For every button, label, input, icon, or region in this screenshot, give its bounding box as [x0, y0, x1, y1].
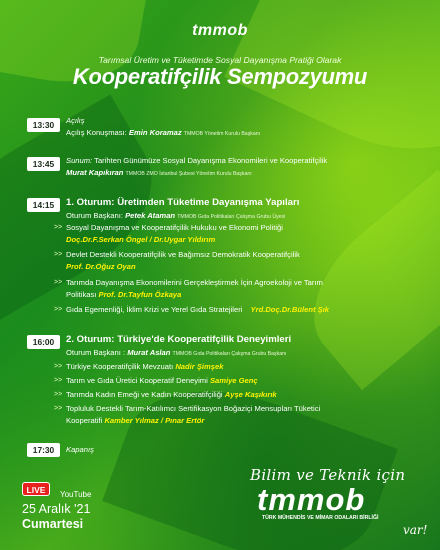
slogan: Bilim ve Teknik için	[250, 466, 406, 484]
talk-title: Topluluk Destekli Tarım-Katılımcı Sertifikasyon Boğaziçi Mensupları Tüketici	[66, 404, 321, 413]
live-badge: LIVE	[22, 482, 50, 496]
talk-title: Tarımda Dayanışma Ekonomilerini Gerçekleştirmek İçin Agroekoloji ve Tarım	[66, 278, 323, 287]
page-title: Kooperatifçilik Sempozyumu	[72, 64, 368, 89]
talk-title: Devlet Destekli Kooperatifçilik ve Bağımsız Demokratik Kooperatifçilik	[66, 250, 300, 259]
brand-logo: tmmob	[192, 22, 248, 39]
subtitle: Tarımsal Üretim ve Tüketimde Sosyal Dayanışma Pratiği Olarak	[98, 55, 342, 65]
footer-brand-logo: tmmob	[257, 482, 366, 517]
event-date: 25 Aralık '21	[22, 502, 91, 516]
session-1-chair: Oturum Başkanı: Petek Ataman TMMOB Gıda Politikaları Çalışma Grubu Üyesi	[66, 211, 286, 220]
talk-title: Sosyal Dayanışma ve Kooperatifçilik Hukuku ve Ekonomi Politiği	[66, 223, 283, 232]
chevron-icon: >>	[54, 224, 63, 231]
slogan-suffix: var!	[403, 523, 428, 537]
time-badge: 14:15	[27, 198, 60, 212]
presentation-talk: Sunum: Tarihten Günümüze Sosyal Dayanışma Ekonomileri ve Kooperatifçilik	[66, 156, 328, 165]
chevron-icon: >>	[54, 391, 63, 398]
time-badge: 13:30	[27, 118, 60, 132]
leaf-decoration	[102, 360, 398, 550]
talk-title: Tarımda Kadın Emeği ve Kadın Kooperatifçiliği Ayşe Kaşıkırık	[66, 390, 277, 399]
talk-title-continued: Politikası Prof. Dr.Tayfun Özkaya	[66, 290, 182, 299]
session-2-chair: Oturum Başkanı : Murat Aslan TMMOB Gıda Politikaları Çalışma Grubu Başkanı	[66, 348, 287, 357]
closing-heading: Kapanış	[66, 445, 94, 454]
opening-speech: Açılış Konuşması: Emin Koramaz TMMOB Yönetim Kurulu Başkanı	[66, 128, 261, 137]
session-2-title: 2. Oturum: Türkiye'de Kooperatifçilik Deneyimleri	[66, 334, 292, 345]
talk-title: Gıda Egemenliği, İklim Krizi ve Yerel Gıda Stratejileri Yrd.Doç.Dr.Bülent Şık	[66, 305, 330, 314]
talk-title: Türkiye Kooperatifçilik Mevzuatı Nadir Şimşek	[66, 362, 224, 371]
youtube-label: YouTube	[60, 490, 92, 499]
time-badge: 13:45	[27, 157, 60, 171]
presentation-speaker: Murat Kapıkıran TMMOB ZMO İstanbul Şubesi Yönetim Kurulu Başkanı	[66, 168, 252, 177]
organization-name: TÜRK MÜHENDİS VE MİMAR ODALARI BİRLİĞİ	[262, 515, 379, 521]
talk-speaker: Prof. Dr.Oğuz Oyan	[66, 262, 136, 271]
chevron-icon: >>	[54, 363, 63, 370]
event-day: Cumartesi	[22, 517, 84, 531]
talk-speaker: Doç.Dr.F.Serkan Öngel / Dr.Uygar Yıldırım	[66, 235, 216, 244]
talk-title: Tarım ve Gıda Üretici Kooperatif Deneyimi Samiye Genç	[66, 376, 258, 385]
chevron-icon: >>	[54, 251, 63, 258]
opening-heading: Açılış	[66, 116, 85, 125]
session-1-title: 1. Oturum: Üretimden Tüketime Dayanışma Yapıları	[66, 197, 300, 208]
chevron-icon: >>	[54, 405, 63, 412]
time-badge: 17:30	[27, 443, 60, 457]
chevron-icon: >>	[54, 279, 63, 286]
chevron-icon: >>	[54, 377, 63, 384]
time-badge: 16:00	[27, 335, 60, 349]
talk-title-continued: Kooperatifi Kamber Yılmaz / Pınar Ertör	[66, 416, 205, 425]
chevron-icon: >>	[54, 306, 63, 313]
